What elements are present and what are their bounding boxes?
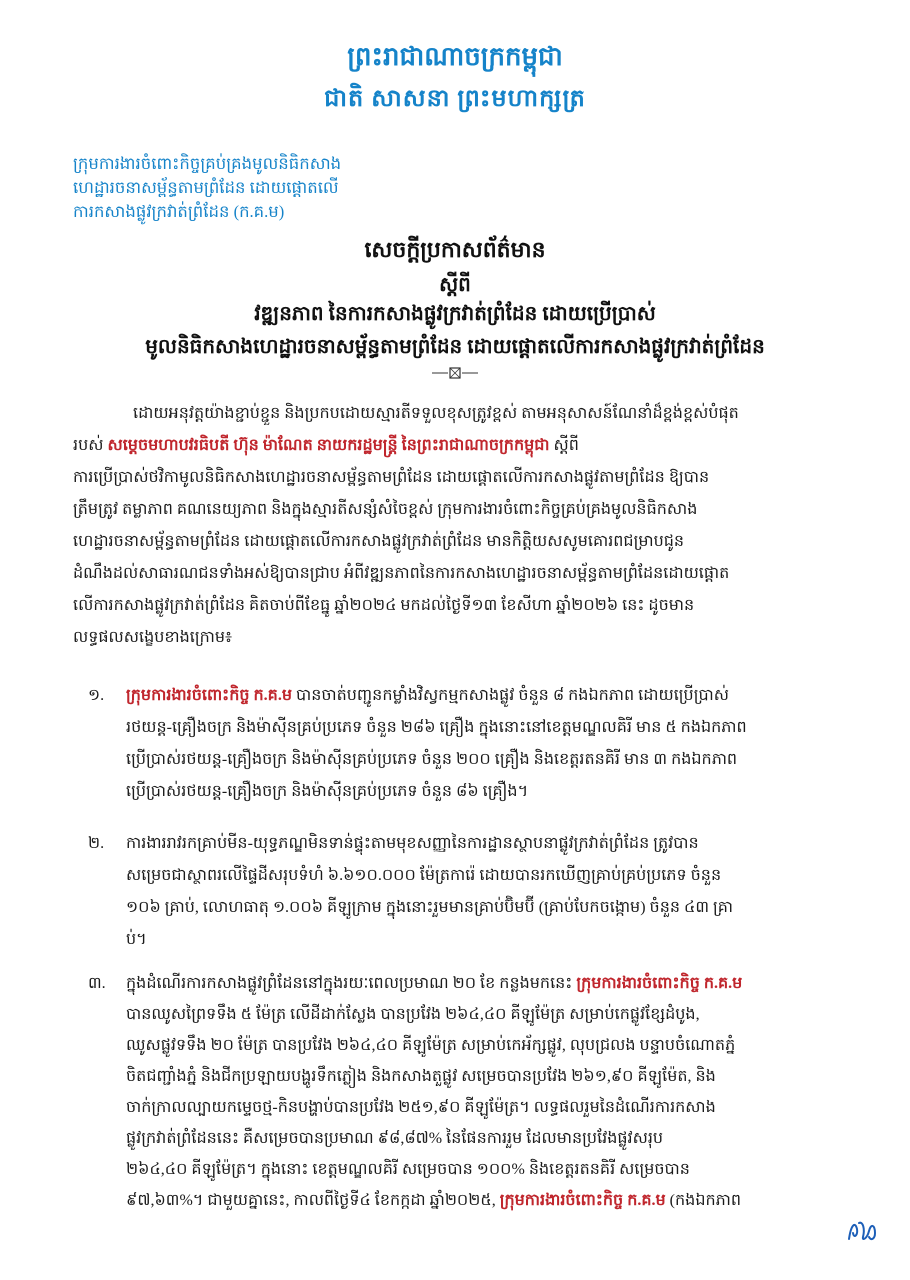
title-subject-label: ស្តីពី (439, 274, 471, 296)
intro-line: លទ្ធផលសង្ខេបខាងក្រោម៖ (73, 629, 233, 646)
item-text: បានចាត់បញ្ជូនកម្លាំងវិស្វកម្មកសាងផ្លូវ ចំនួន ៨ កងឯកភាព ដោយប្រើប្រាស់ (291, 687, 729, 704)
kingdom-motto: ជាតិ សាសនា ព្រះមហាក្សត្រ (324, 86, 586, 112)
item-line (126, 968, 878, 999)
item-line: ប់។ (126, 931, 147, 948)
title-subject-line2: មូលនិធិកសាងហេដ្ឋារចនាសម្ព័ន្ធតាមព្រំដែន ដោយផ្តោតលើការកសាងផ្លូវក្រវាត់ព្រំដែន (145, 336, 765, 358)
intro-line: ហេដ្ឋារចនាសម្ព័ន្ធតាមព្រំដែន ដោយផ្តោតលើការកសាងផ្លូវក្រវាត់ព្រំដែន មានកិត្តិយសសូមគោរពជម្រាបជូន (73, 533, 685, 550)
intro-line-2 (73, 430, 873, 462)
item-text: ៩៧,៦៣%។ ជាមួយគ្នានេះ, កាលពីថ្ងៃទី៤ ខែកក្កដា ឆ្នាំ២០២៥, (126, 1192, 500, 1209)
item-line: សម្រេចជាស្ថាពរលើផ្ទៃដីសរុបទំហំ ៦.៦១០.០០០ ម៉ែត្រការ៉េ ដោយបានរកឃើញគ្រាប់គ្រប់ប្រភេទ ចំនួន (126, 867, 722, 884)
item-body (126, 968, 878, 1216)
intro-line: ការប្រើប្រាស់ថវិកាមូលនិធិកសាងហេដ្ឋារចនាសម្ព័ន្ធតាមព្រំដែន ដោយផ្តោតលើការកសាងផ្លូវតាមព្រំដែន ឱ្យបាន (73, 469, 710, 486)
prime-minister-name: សម្តេចមហាបវរធិបតី ហ៊ុន ម៉ាណែត នាយករដ្ឋមន្ត្រី នៃព្រះរាជាណាចក្រកម្ពុជា (107, 437, 550, 454)
item-text: (កងឯកភាព (665, 1192, 742, 1209)
committee-reference: ក្រុមការងារចំពោះកិច្ច ក.គ.ម (576, 975, 743, 992)
item-line: ចាក់ក្រាលល្បាយកម្ទេចថ្ម-កិនបង្ហាប់បានប្រវែង ២៥១,៩០ គីឡូម៉ែត្រ។ លទ្ធផលរួមនៃដំណើរការកសាង (126, 1099, 716, 1116)
ornament-divider-icon (430, 366, 480, 380)
item-line: ប្រើប្រាស់រថយន្ត-គ្រឿងចក្រ និងម៉ាស៊ីនគ្រប់ប្រភេទ ចំនួន ២០០ គ្រឿង និងខេត្តរតនគិរី មាន ៣ កងឯកភាព (126, 751, 738, 768)
committee-line: ការកសាងផ្លូវក្រវាត់ព្រំដែន (ក.គ.ម) (73, 202, 285, 221)
intro-line: ត្រឹមត្រូវ តម្លាភាព គណនេយ្យភាព និងក្នុងស្មារតីសន្សំសំចៃខ្ពស់ ក្រុមការងារចំពោះកិច្ចគ្រប់គ្រងមូលនិធិកសាង (73, 501, 698, 518)
list-item (88, 828, 873, 958)
committee-name (73, 152, 493, 224)
item-body (126, 680, 878, 808)
committee-line: ក្រុមការងារចំពោះកិច្ចគ្រប់គ្រងមូលនិធិកសាង (73, 154, 342, 173)
kingdom-title: ព្រះរាជាណាចក្រកម្ពុជា (347, 42, 563, 71)
document-title: សេចក្តីប្រកាសព័ត៌មាន (364, 237, 546, 262)
title-subject-line1: វឌ្ឍនភាព នៃការកសាងផ្លូវក្រវាត់ព្រំដែន ដោយប្រើប្រាស់ (254, 303, 656, 325)
item-line: ប្រើប្រាស់រថយន្ត-គ្រឿងចក្រ និងម៉ាស៊ីនគ្រប់ប្រភេទ ចំនួន ៨៦ គ្រឿង។ (126, 783, 529, 800)
item-number: ១. (88, 687, 105, 704)
item-line: ឈូសផ្លូវទទឹង ២០ ម៉ែត្រ បានប្រវែង ២៦៤,៤០ គីឡូម៉ែត្រ សម្រាប់កេអ័ក្សផ្លូវ, លុបជ្រលង បន្ទាបចំណោតភ្នំ (126, 1037, 736, 1054)
item-line: បានឈូសព្រៃទទឹង ៥ ម៉ែត្រ លើដីដាក់ស្លែង បានប្រវែង ២៦៤,៤០ គីឡូម៉ែត្រ សម្រាប់កេផ្លូវខ្សែដំបូង, (126, 1006, 700, 1023)
item-line: ២៦៤,៤០ គីឡូម៉ែត្រ។ ក្នុងនោះ ខេត្តមណ្ឌលគិរី សម្រេចបាន ១០០% និងខេត្តរតនគិរី សម្រេចបាន (126, 1161, 690, 1178)
item-text: ក្នុងដំណើរការកសាងផ្លូវព្រំដែននៅក្នុងរយៈពេលប្រមាណ ២០ ខែ កន្លងមកនេះ (126, 975, 577, 992)
item-line: រថយន្ត-គ្រឿងចក្រ និងម៉ាស៊ីនគ្រប់ប្រភេទ ចំនួន ២៨៦ គ្រឿង ក្នុងនោះនៅខេត្តមណ្ឌលគិរី មាន ៥ កងឯកភាព (126, 719, 747, 736)
intro-paragraph (73, 398, 873, 654)
intro-line: ដំណឹងដល់សាធារណជនទាំងអស់ឱ្យបានជ្រាប អំពីវឌ្ឍនភាពនៃការកសាងហេដ្ឋារចនាសម្ព័ន្ធតាមព្រំដែនដោយផ្តោត (73, 565, 730, 582)
committee-line: ហេដ្ឋារចនាសម្ព័ន្ធតាមព្រំដែន ដោយផ្តោតលើ (73, 178, 339, 197)
item-number: ២. (88, 835, 105, 852)
item-body (126, 828, 878, 956)
item-line: ការងាររាវរកគ្រាប់មីន-យុទ្ធភណ្ឌមិនទាន់ផ្ទុះតាមមុខសញ្ញានៃការដ្ឋានស្ថាបនាផ្លូវក្រវាត់ព្រំដែន ត្រូវបាន (126, 835, 699, 852)
item-line (126, 680, 878, 712)
intro-text: របស់ (73, 437, 108, 454)
list-item (88, 680, 873, 816)
item-line (126, 1185, 878, 1216)
item-line: ផ្លូវក្រវាត់ព្រំដែននេះ គឺសម្រេចបានប្រមាណ ៩៨,៨៧% នៃផែនការរួម ដែលមានប្រវែងផ្លូវសរុប (126, 1130, 664, 1147)
intro-text: ស្តីពី (549, 437, 579, 454)
initials-stamp-icon (845, 1215, 879, 1245)
intro-line: ដោយអនុវត្តយ៉ាងខ្ជាប់ខ្ជួន និងប្រកបដោយស្មារតីទទួលខុសត្រូវខ្ពស់ តាមអនុសាសន៍ណែនាំដ៏ខ្ពង់ខ្ពស់បំផុត (133, 405, 739, 422)
item-number: ៣. (88, 975, 106, 992)
item-line: ចិតជញ្ជាំងភ្នំ និងជីកប្រឡាយបង្ហូរទឹកភ្លៀង និងកសាងតួផ្លូវ សម្រេចបានប្រវែង ២៦១,៩០ គីឡូម៉ែត, និង (126, 1068, 716, 1085)
committee-reference: ក្រុមការងារចំពោះកិច្ច ក.គ.ម (499, 1192, 666, 1209)
item-line: ១០៦ គ្រាប់, លោហធាតុ ១.០០៦ គីឡូក្រាម ក្នុងនោះរួមមានគ្រាប់ប៊ិមប៊ី (គ្រាប់បែកចង្កោម) ចំនួន ៤៣ គ្រា (126, 899, 733, 916)
committee-reference: ក្រុមការងារចំពោះកិច្ច ក.គ.ម (126, 687, 292, 704)
intro-line: លើការកសាងផ្លូវក្រវាត់ព្រំដែន គិតចាប់ពីខែធ្នូ ឆ្នាំ២០២៤ មកដល់ថ្ងៃទី១៣ ខែសីហា ឆ្នាំ២០២៦ នេះ ដូចមាន (73, 597, 695, 614)
list-item (88, 968, 873, 1258)
